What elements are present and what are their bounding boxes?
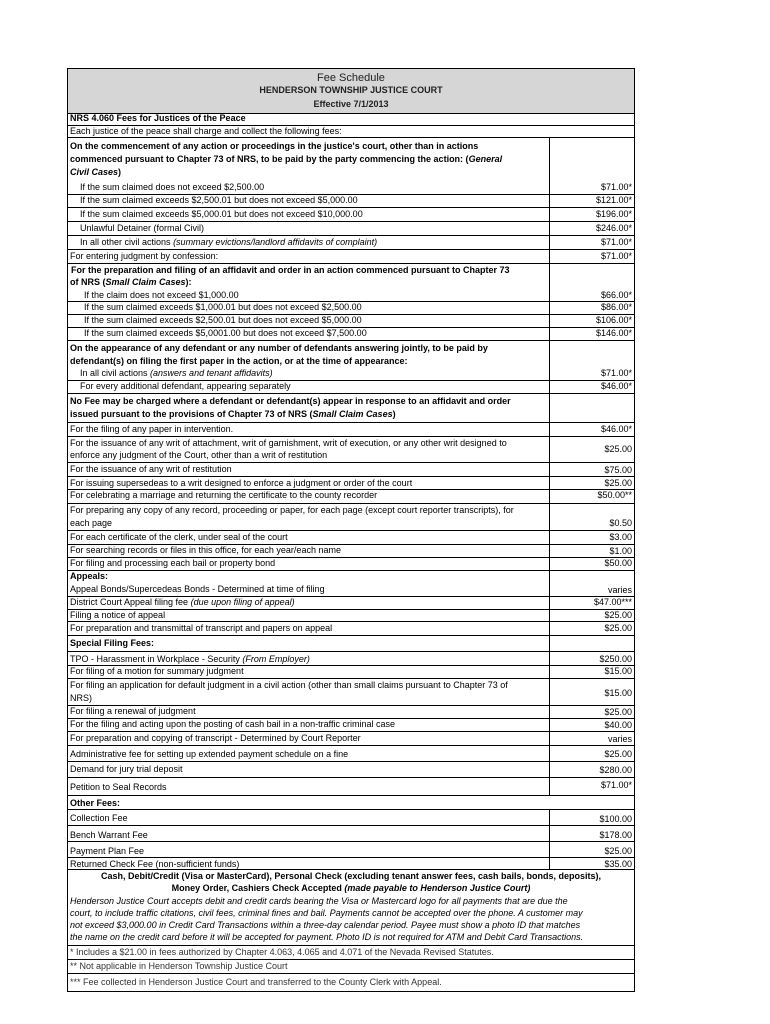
fee-label: For filing a renewal of judgment [70,706,196,716]
other-heading-row [68,796,634,810]
fee-amount: $100.00 [599,814,632,824]
table-row [68,558,634,571]
table-row [68,328,634,341]
civil-heading-row [68,138,634,181]
fee-amount: $25.00 [604,610,632,620]
fee-label: Payment Plan Fee [70,846,145,856]
fee-label-text: In all civil actions [80,368,148,378]
fee-amount: $25.00 [604,478,632,488]
payment-text: Money Order, Cashiers Check Accepted [171,883,342,893]
appearance-heading-row [68,341,634,368]
fee-label: Appeal Bonds/Supercedeas Bonds - Determined at time of filing [70,584,325,594]
fee-label [70,654,310,666]
fee-amount: $250.00 [599,654,632,664]
fee-amount: $15.00 [604,688,632,698]
table-row [68,463,634,477]
table-row [68,706,634,719]
no-fee-close: ) [392,409,396,419]
small-claims-heading-line1: For the preparation and filing of an affidavit and order in an action commenced pursuant to Chapter 73 [71,265,510,275]
fee-amount: $71.00* [600,237,632,247]
fee-amount: $106.00* [595,315,632,325]
fee-amount: $3.00 [609,532,632,542]
special-heading-row [68,636,634,652]
table-row [68,597,634,610]
table-row [68,531,634,545]
table-row [68,762,634,778]
fee-label: For the filing of any paper in intervention. [70,424,234,434]
footnote-row [68,946,634,960]
table-row [68,208,634,222]
civil-heading-close: ) [118,167,122,177]
fee-amount: $196.00* [595,209,632,219]
table-row [68,746,634,762]
small-heading-close: ): [185,277,192,287]
fee-label: Unlawful Detainer (formal Civil) [80,223,205,233]
small-claim-cases-label: Small Claim Cases [105,277,186,287]
fee-label: If the sum claimed exceeds $2,500.01 but does not exceed $5,000.00 [80,195,358,205]
civil-heading-line2 [70,154,502,166]
fee-amount: $71.00* [600,368,632,378]
fee-amount: $15.00 [604,666,632,676]
fee-amount: $86.00* [600,302,632,312]
fee-amount: $66.00* [600,290,632,300]
civil-heading-line3 [70,167,121,179]
payment-methods-row [68,870,634,896]
table-row [68,842,634,858]
civil-heading-italic: General [468,154,503,164]
table-row [68,610,634,622]
table-row [68,381,634,394]
card-note-row [68,896,634,946]
fee-label: If the sum claimed exceeds $1,000.01 but does not exceed $2,500.00 [84,302,362,312]
table-row [68,810,634,826]
fee-label-line2: each page [70,518,113,528]
table-row [68,195,634,208]
table-row [68,858,634,870]
intro-text: Each justice of the peace shall charge and collect the following fees: [70,126,342,136]
footnote-row [68,974,634,991]
fee-label: Demand for jury trial deposit [70,764,183,774]
fee-amount: $1.00 [609,546,632,556]
table-row [68,290,634,302]
fee-label [80,237,377,249]
fee-label: Returned Check Fee (non-sufficient funds) [70,859,240,869]
table-row [68,719,634,732]
payment-payee: (made payable to Henderson Justice Court) [344,883,531,893]
civil-cases-label: Civil Cases [70,167,119,177]
fee-label: If the sum claimed exceeds $5,0001.00 but does not exceed $7,500.00 [84,328,367,338]
fee-amount: $0.50 [609,518,632,528]
fee-label-line2: enforce any judgment of the Court, other than a writ of restitution [70,450,328,460]
fee-label: For preparation and transmittal of transcript and papers on appeal [70,623,333,633]
fee-label: For filing and processing each bail or property bond [70,558,276,568]
fee-label-text: District Court Appeal filing fee [70,597,189,607]
table-row [68,584,634,597]
table-row [68,368,634,381]
appearance-heading-line1: On the appearance of any defendant or any number of defendants answering jointly, to be paid by [70,343,488,353]
footnote: ** Not applicable in Henderson Township Justice Court [70,961,288,971]
fee-amount: $25.00 [604,707,632,717]
fee-label: For entering judgment by confession: [70,251,219,261]
section-title: NRS 4.060 Fees for Justices of the Peace [70,113,246,123]
fee-amount: $25.00 [604,846,632,856]
fee-amount: $40.00 [604,720,632,730]
fee-label-line1: For preparing any copy of any record, proceeding or paper, for each page (except court reporter transcripts), for [70,505,514,515]
fee-label: Administrative fee for setting up extended payment schedule on a fine [70,749,349,759]
fee-note: (answers and tenant affidavits) [150,368,273,378]
footnote: * Includes a $21.00 in fees authorized by Chapter 4.063, 4.065 and 4.071 of the Nevada Revised Statutes. [70,947,494,957]
table-row [68,236,634,250]
appeals-heading: Appeals: [70,571,109,581]
table-row [68,423,634,437]
fee-amount: varies [607,734,632,744]
fee-label: For issuing supersedeas to a writ designed to enforce a judgment or order of the court [70,478,413,488]
fee-note: (From Employer) [242,654,310,664]
fee-amount: $50.00 [604,558,632,568]
other-heading: Other Fees: [70,798,121,808]
no-fee-text: issued pursuant to the provisions of Chapter 73 of NRS ( [70,409,313,419]
fee-schedule-document [67,68,635,992]
court-name: HENDERSON TOWNSHIP JUSTICE COURT [259,85,443,95]
fee-note: (summary evictions/landlord affidavits of complaint) [173,237,378,247]
fee-amount: $280.00 [599,765,632,775]
table-row [68,490,634,504]
fee-label: If the sum claimed exceeds $2,500.01 but does not exceed $5,000.00 [84,315,362,325]
small-claims-heading-line2 [70,277,192,289]
appeals-heading-row [68,571,634,584]
table-row [68,732,634,746]
fee-label: If the sum claimed exceeds $5,000.01 but does not exceed $10,000.00 [80,209,363,219]
fee-label: If the sum claimed does not exceed $2,500.00 [80,182,265,192]
fee-amount: $146.00* [595,328,632,338]
no-fee-line2 [70,409,396,421]
fee-amount: varies [607,585,632,595]
fee-amount: $47.00*** [593,597,632,607]
fee-label [70,597,295,609]
intro-row [68,126,634,138]
fee-label: For the issuance of any writ of restitution [70,464,232,474]
fee-amount: $46.00* [600,381,632,391]
table-row [68,302,634,315]
table-row [68,545,634,558]
no-fee-line1: No Fee may be charged where a defendant or defendant(s) appear in response to an affidavit and order [70,396,511,406]
fee-label: If the claim does not exceed $1,000.00 [84,290,239,300]
civil-heading-line1: On the commencement of any action or proceedings in the justice's court, other than in actions [70,141,479,151]
table-row [68,250,634,264]
small-heading-text: of NRS ( [70,277,106,287]
fee-label: For the filing and acting upon the posting of cash bail in a non-traffic criminal case [70,719,396,729]
table-row [68,666,634,679]
footnote-row [68,960,634,974]
appearance-heading-line2: defendant(s) on filing the first paper in the action, or at the time of appearance: [70,356,408,366]
fee-label: For every additional defendant, appearing separately [80,381,291,391]
no-fee-row [68,394,634,423]
effective-date: Effective 7/1/2013 [313,99,389,109]
fee-amount: $71.00* [600,182,632,192]
fee-note: (due upon filing of appeal) [190,597,295,607]
card-note-line: the name on the credit card before it will be accepted for payment. Photo ID is not required for ATM and Debit Card Transactions. [70,932,584,942]
section-row [68,113,634,126]
table-row [68,181,634,195]
fee-amount: $75.00 [604,465,632,475]
fee-label: Petition to Seal Records [70,782,167,792]
fee-amount: $35.00 [604,859,632,869]
fee-amount: $71.00* [600,251,632,261]
fee-label-line1: For filing an application for default judgment in a civil action (other than small claims pursuant to Chapter 73 of [70,680,508,690]
fee-amount: $50.00** [597,490,632,500]
table-row [68,437,634,463]
fee-label-line2: NRS) [70,693,92,703]
table-row [68,477,634,490]
footnote: *** Fee collected in Henderson Justice Court and transferred to the County Clerk with Appeal. [70,977,442,987]
fee-label: For each certificate of the clerk, under seal of the court [70,532,288,542]
payment-line2 [68,883,634,895]
table-row [68,315,634,328]
fee-label-text: In all other civil actions [80,237,171,247]
fee-amount: $25.00 [604,749,632,759]
header-banner [68,69,634,114]
fee-label [80,368,273,380]
fee-amount: $25.00 [604,444,632,454]
fee-label: Collection Fee [70,813,128,823]
small-claims-heading-row [68,264,634,290]
fee-label-text: TPO - Harassment in Workplace - Security [70,654,240,664]
fee-amount: $46.00* [600,424,632,434]
fee-amount: $121.00* [595,195,632,205]
fee-amount: $71.00* [600,780,632,790]
fee-label: For preparation and copying of transcript - Determined by Court Reporter [70,733,361,743]
civil-heading-text: commenced pursuant to Chapter 73 of NRS, to be paid by the party commencing the action: ( [70,154,469,164]
special-heading: Special Filing Fees: [70,638,155,648]
fee-label: For celebrating a marriage and returning the certificate to the county recorder [70,490,378,500]
card-note-line: not exceed $3,000.00 in Credit Card Transactions within a three-day calendar period. Payee must show a photo ID that matches [70,920,581,930]
fee-label: For searching records or files in this office, for each year/each name [70,545,341,555]
fee-label: Filing a notice of appeal [70,610,166,620]
table-row [68,222,634,236]
payment-line1: Cash, Debit/Credit (Visa or MasterCard), Personal Check (excluding tenant answer fees, cash bails, bonds, deposits), [101,871,601,881]
table-row [68,778,634,796]
page-title: Fee Schedule [317,72,385,84]
small-claim-cases-label: Small Claim Cases [312,409,393,419]
table-row [68,652,634,666]
fee-label: For filing of a motion for summary judgment [70,666,244,676]
card-note-line: Henderson Justice Court accepts debit and credit cards bearing the Visa or Mastercard logo for all payments that are due the [70,896,568,906]
fee-amount: $178.00 [599,830,632,840]
fee-label: Bench Warrant Fee [70,830,148,840]
fee-amount: $246.00* [595,223,632,233]
fee-amount: $25.00 [604,623,632,633]
table-row [68,679,634,706]
table-row [68,622,634,636]
table-row [68,826,634,842]
card-note-line: court, to include traffic citations, civil fees, criminal fines and bail. Payments cannot be accepted over the phone. A customer may [70,908,583,918]
fee-label-line1: For the issuance of any writ of attachment, writ of garnishment, writ of execution, or any other writ designed to [70,438,507,448]
table-row [68,504,634,531]
